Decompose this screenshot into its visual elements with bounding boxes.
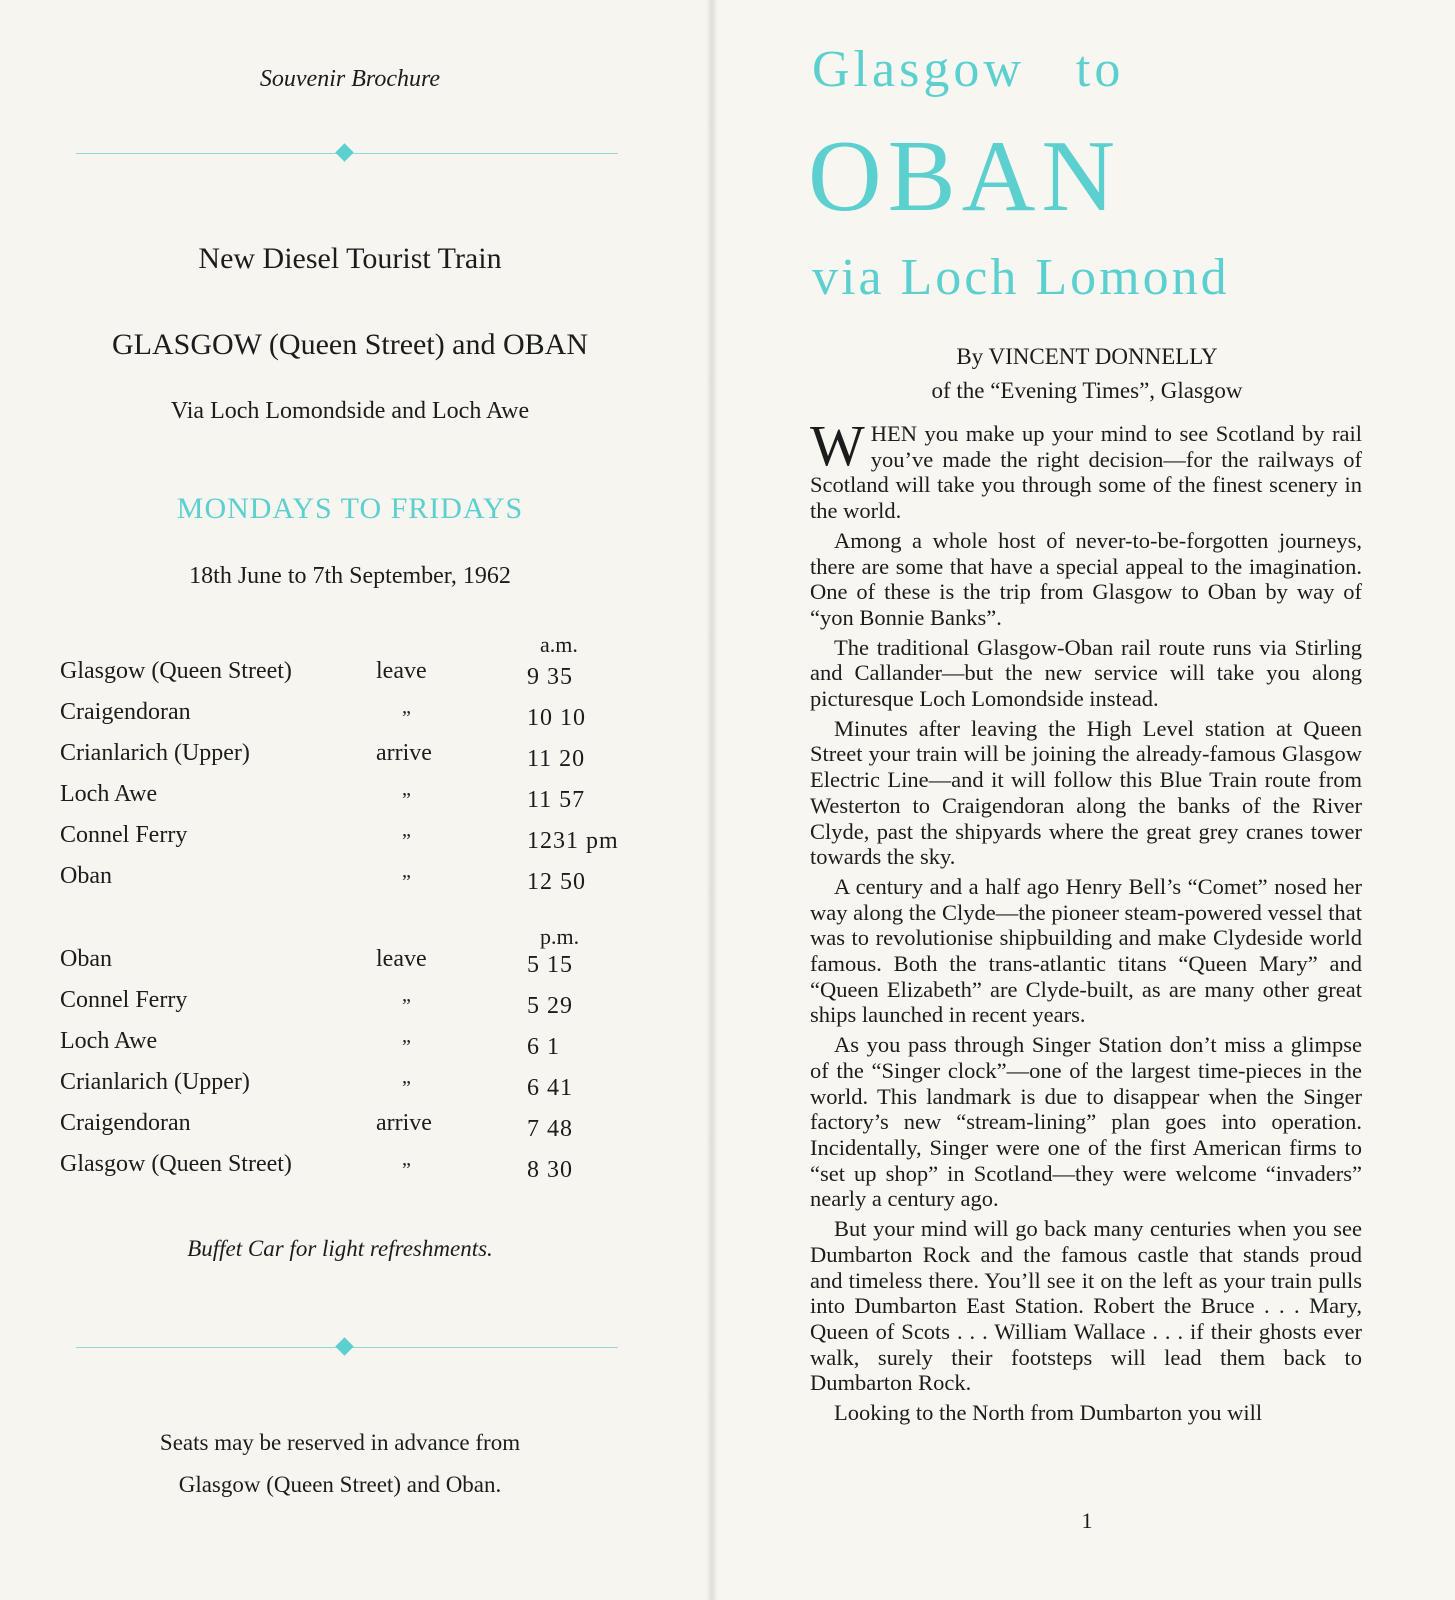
stop-action: leave [376,946,427,972]
station-name: Oban [60,946,112,972]
station-name: Glasgow (Queen Street) [60,1151,292,1177]
ditto-mark: ” [402,1036,411,1058]
service-dates: 18th June to 7th September, 1962 [189,563,511,589]
train-title: New Diesel Tourist Train [198,242,502,275]
ditto-mark: ” [402,789,411,811]
timetable-row [60,1110,660,1146]
article-paragraph: Among a whole host of never-to-be-forgotten journeys, there are some that have a special appeal to the imagination. One of these is the trip from Glasgow to Oban by way of “yon Bonnie Banks”. [810,527,1362,630]
stop-action: leave [376,658,427,684]
departure-time: 1231 pm [527,828,619,854]
drop-cap: W [810,413,865,478]
station-name: Craigendoran [60,699,191,725]
station-name: Loch Awe [60,781,158,807]
timetable-row [60,1069,660,1105]
departure-time: 11 20 [527,746,586,772]
stop-action: arrive [376,740,432,766]
departure-time: 12 50 [527,869,586,895]
departure-time: 7 48 [527,1116,573,1142]
timetable-row [60,863,660,899]
heading-via-loch-lomond: via Loch Lomond [812,249,1230,306]
article-paragraph: A century and a half ago Henry Bell’s “Comet” nosed her way along the Clyde—the pioneer steam-powered vessel that was to revolutionise shipbuilding and make Clydeside world famous. Both the trans-atlantic titans “Queen Mary” and “Queen Elizabeth” are Clyde-built, as are many other great ships launched in recent years. [810,873,1362,1028]
reservation-line-2: Glasgow (Queen Street) and Oban. [178,1472,502,1497]
ditto-mark: ” [402,995,411,1017]
stop-action: arrive [376,1110,432,1136]
timetable-row [60,946,660,982]
left-page [0,0,712,1600]
station-name: Crianlarich (Upper) [60,1069,250,1095]
timetable-row [60,987,660,1023]
timetable-row [60,699,660,735]
reservation-line-1: Seats may be reserved in advance from [159,1430,521,1455]
station-name: Craigendoran [60,1110,191,1136]
reservation-note [100,1422,580,1506]
timetable-row [60,1028,660,1064]
article-paragraph: Looking to the North from Dumbarton you will [834,1400,1263,1426]
article-paragraph: But your mind will go back many centuries when you see Dumbarton Rock and the famous castle that stands proud and timeless there. You’ll see it on the left as your train pulls into Dumbarton East Station. Robert the Bruce . . . Mary, Queen of Scots . . . William Wallace . . . if their ghosts ever walk, surely their footsteps will lead them back to Dumbarton Rock. [810,1216,1362,1396]
departure-time: 10 10 [527,705,586,731]
station-name: Glasgow (Queen Street) [60,658,292,684]
departure-time: 8 30 [527,1157,573,1183]
station-name: Oban [60,863,112,889]
ditto-mark: ” [402,871,411,893]
departure-time: 6 1 [527,1034,560,1060]
timetable-row [60,740,660,776]
article-paragraph: Minutes after leaving the High Level station at Queen Street your train will be joining the already-famous Glasgow Electric Line—and it will follow this Blue Train route from Westerton to Craigendoran along the banks of the River Clyde, past the shipyards where the great grey cranes tower towards the sky. [810,715,1362,870]
top-divider [76,144,618,164]
article-body [810,413,1362,1430]
ditto-mark: ” [402,1077,411,1099]
ditto-mark: ” [402,1159,411,1181]
station-name: Connel Ferry [60,822,188,848]
station-name: Loch Awe [60,1028,158,1054]
page-number: 1 [1081,1508,1093,1533]
departure-time: 11 57 [527,787,586,813]
pm-label: p.m. [540,924,580,949]
article-paragraph: The traditional Glasgow-Oban rail route runs via Stirling and Callander—but the new service will take you along picturesque Loch Lomondside instead. [810,634,1362,712]
station-name: Connel Ferry [60,987,188,1013]
am-label: a.m. [540,632,578,657]
departure-time: 6 41 [527,1075,573,1101]
heading-glasgow-to: Glasgow to [812,41,1125,98]
heading-oban: OBAN [808,120,1122,233]
timetable-row [60,658,660,694]
station-name: Crianlarich (Upper) [60,740,250,766]
timetable-row [60,1151,660,1187]
article-paragraph: As you pass through Singer Station don’t miss a glimpse of the “Singer clock”—one of the largest time-pieces in the world. This landmark is due to disappear when the Singer factory’s new “stream-lining” plan goes into operation. Incidentally, Singer were one of the first American firms to “set up shop” in Scotland—they were welcome “invaders” nearly a century ago. [810,1032,1362,1212]
ditto-mark: ” [402,830,411,852]
byline-publication: of the “Evening Times”, Glasgow [931,378,1243,403]
departure-time: 5 29 [527,993,573,1019]
article-paragraph: WHEN you make up your mind to see Scotland by rail you’ve made the right decision—for the railways of Scotland will take you through some of the finest scenery in the world. [810,413,1362,524]
departure-time: 9 35 [527,664,573,690]
diamond-ornament-icon [335,1337,353,1355]
departure-time: 5 15 [527,952,573,978]
souvenir-label: Souvenir Brochure [259,66,441,92]
route-via: Via Loch Lomondside and Loch Awe [170,398,530,424]
bottom-divider [76,1338,618,1358]
route-title: GLASGOW (Queen Street) and OBAN [111,328,588,361]
buffet-note: Buffet Car for light refreshments. [187,1236,493,1261]
right-page [712,0,1455,1600]
center-fold [706,0,718,1600]
timetable-row [60,822,660,858]
service-days: MONDAYS TO FRIDAYS [176,492,524,525]
timetable-row [60,781,660,817]
diamond-ornament-icon [335,143,353,161]
ditto-mark: ” [402,707,411,729]
byline-author: By VINCENT DONNELLY [956,344,1218,369]
